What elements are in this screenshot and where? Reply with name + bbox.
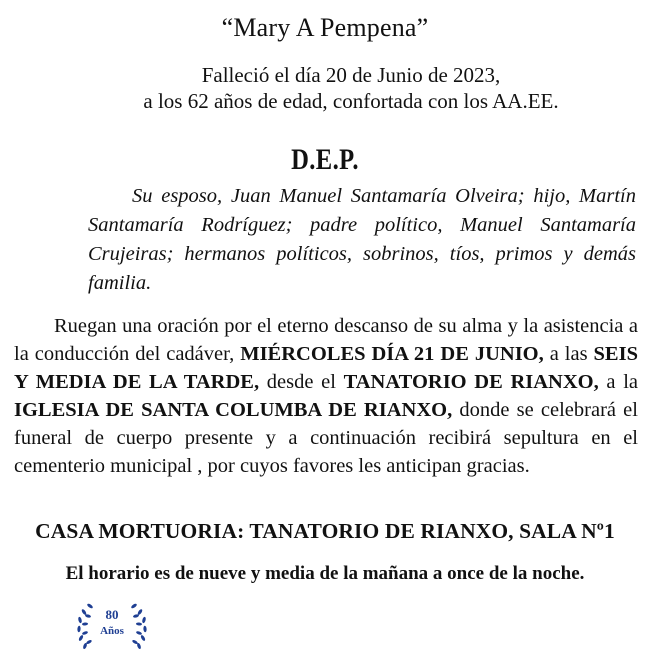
anniversary-badge: [72, 596, 152, 656]
casa-mortuoria-line: CASA MORTUORIA: TANATORIO DE RIANXO, SALA Nº1: [35, 519, 615, 543]
funeral-text-4: a la: [598, 371, 638, 393]
death-date-line: Falleció el día 20 de Junio de 2023,: [201, 63, 501, 87]
age-line: a los 62 años de edad, confortada con los AA.EE.: [143, 89, 559, 113]
funeral-origin: TANATORIO DE RIANXO,: [343, 371, 599, 393]
funeral-text-1: Ruegan una oración por el eterno descanso de su alma y la asistencia a la conducción del cadáver,: [14, 315, 638, 365]
badge-number: 80: [105, 607, 119, 622]
deceased-nickname: “Mary A Pempena”: [221, 13, 429, 42]
funeral-time: SEIS Y MEDIA DE LA TARDE,: [14, 343, 638, 393]
funeral-paragraph: [14, 312, 638, 480]
horario-line: El horario es de nueve y media de la mañana a once de la noche.: [65, 563, 585, 584]
laurel-wreath-icon: [72, 596, 152, 656]
funeral-text-5: donde se celebrará el funeral de cuerpo presente y a continuación recibirá sepultura en el cementerio municipal , por cuyos favores les anticipan gracias.: [14, 399, 638, 477]
funeral-destination: IGLESIA DE SANTA COLUMBA DE RIANXO,: [14, 399, 453, 421]
dep-heading: D.E.P.: [291, 143, 359, 176]
family-paragraph: Su esposo, Juan Manuel Santamaría Olveira; hijo, Martín Santamaría Rodríguez; padre político, Manuel Santamaría Crujeiras; hermanos políticos, sobrinos, tíos, primos y demás familia.: [88, 185, 636, 294]
funeral-day: MIÉRCOLES DÍA 21 DE JUNIO,: [240, 343, 544, 365]
badge-label: Años: [100, 625, 124, 637]
funeral-text-3: desde el: [259, 371, 344, 393]
funeral-text-2: a las: [543, 343, 594, 365]
